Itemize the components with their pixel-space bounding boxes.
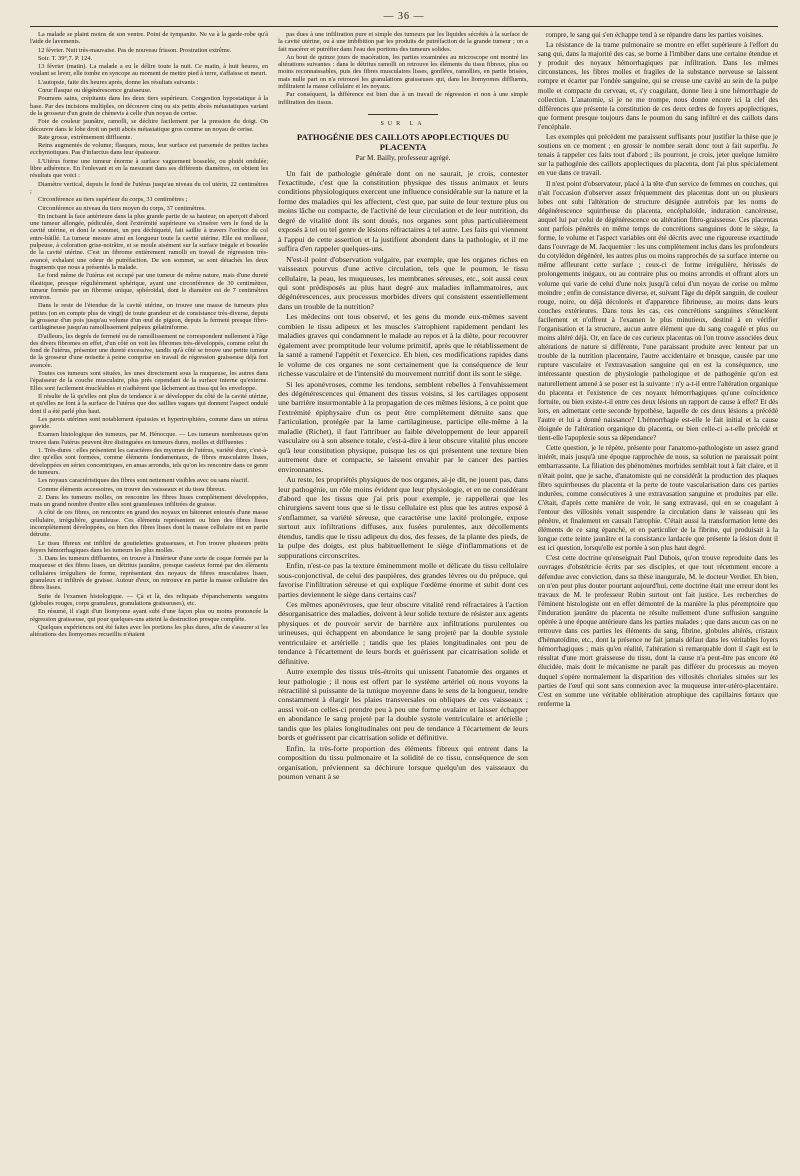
paragraph: Reins augmentés de volume; flasques, mous, leur surface est parsemée de petites taches ecchymotiques. Pas d'infarctus dans leur épaisseur.	[30, 142, 269, 157]
columns	[30, 31, 778, 1171]
paragraph: Il résulte de là qu'elles ont plus de tendance à se développer du côté de la cavité utérine, et qu'elles ne font à la surface de l'utérus que des saillies vagues qui donnent l'aspect ondulé dont il a été parlé plus haut.	[30, 392, 269, 415]
paragraph: En résumé, il s'agit d'un liomyome ayant subi d'une façon plus ou moins prononcée la régression graisseuse, qui pour quelques-uns atteint la destruction presque complète.	[30, 608, 269, 623]
paragraph: 3. Dans les tumeurs diffluentes, on trouve à l'intérieur d'une sorte de coque formée par la muqueuse et des fibres lisses, un détritus jaunâtre, presque caséeux formé par des éléments cellulaires irréguliers de forme, représentant des noyaux de fibres musculaires lisses, granuleux et infiltrés de graisse. Autour d'eux, on retrouve en partie la masse cellulaire des fibres lisses.	[30, 555, 269, 592]
paragraph: rompre, le sang qui s'en échappe tend à se répandre dans les parties voisines.	[545, 31, 764, 39]
right-column	[538, 31, 778, 1171]
left-column	[30, 31, 268, 1171]
case-report-conclusion	[278, 31, 528, 106]
section-separator	[278, 114, 528, 115]
header-rule	[30, 26, 778, 27]
paragraph: Si les aponévroses, comme les tendons, semblent rebelles à l'envahissement des dégénérescences qui émanent des tissus voisins, si les cartilages opposent une barrière insurmontable à la propagation de ces mêmes lésions, à ce point que l'extrémité épiphysaire d'un os peut être complètement détruite sans que l'articulation, protégée par la lame cartilagineuse, participe elle-même à la maladie (Richet), il faut l'attribuer au faible développement de leur appareil vasculaire ou à son absence totale, c'est-à-dire à leur obscure vitalité plus encore qu'à leur constitution physique, puisque les os qui présentent une texture bien autrement dure et compacte, se laissent envahir par le cancer des parties environnantes.	[278, 379, 528, 474]
paragraph: 12 février. Nuit très-mauvaise. Pas de nouveau frisson. Prostration extrême.	[38, 46, 232, 54]
paragraph: Cette question, je le répète, présente pour l'anatomo-pathologiste un assez grand intérêt, mais jusqu'à une époque rapprochée de nous, sa solution ne paraissait point embarrassante. La filiation des phénomènes morbides semblait tout à fait claire, et il n'était point, que je sache, d'anatomiste qui ne considérât la production des plaques fibro squirrheuses du placenta et la perte de toute vascularisation dans ces parties indurées, comme consécutives à une extravasation sanguine et produites par elle. C'était, d'après cette manière de voir, le sang extravasé, qui en se coagulant à l'entour des villosités venait suspendre la circulation dans le vaisseau qui les pénètre, et finalement en causait l'atrophie. C'était aussi la transformation lente des éléments de ce sang épanché, et en particulier de la fibrine, qui produisait à la longue cette teinte jaunâtre et la consistance lardacée que présente la lésion dont il est ici question, lorsqu'elle est portée à son plus haut degré.	[537, 444, 778, 553]
paragraph: N'est-il point d'observation vulgaire, par exemple, que les organes riches en vaisseaux pourvus d'une active circulation, tels que le poumon, le tissu cellulaire, la peau, les muqueuses, les membranes séreuses, etc., soit aussi ceux qui sont prédisposés au plus haut degré aux maladies inflammatoires, aux dégénérescences, aux processus morbides divers qui consistent essentiellement dans un trouble de la nutrition?	[278, 254, 528, 311]
paragraph: Circonférence au niveau du tiers moyen du corps, 37 centimètres.	[38, 204, 206, 212]
paragraph: 1. Très-dures : elles présentent les caractères des myomes de l'utérus, variété dure, c'est-à-dire qu'elles sont formées, comme éléments fondamentaux, de fibres musculaires lisses, développées en séries concentriques, en amas arrondis, tels qu'on les rencontre dans ce genre de tumeurs.	[30, 447, 269, 476]
paragraph: 2. Dans les tumeurs molles, on rencontre les fibres lisses complètement développées, mais un grand nombre d'entre elles sont granuleuses infiltrées de graisse.	[30, 493, 269, 509]
paragraph: Les noyaux caractéristiques des fibres sont nettement visibles avec ou sans réactif.	[38, 477, 249, 485]
paragraph: Cœur flasque ou dégénérescence graisseuse.	[38, 87, 152, 95]
paragraph: Toutes ces tumeurs sont situées, les unes directement sous la muqueuse, les autres dans l'épaisseur de la couche musculaire, plus près cependant de la surface interne qu'externe. Elles sont facilement énucléables et n'adhèrent que lâchement au tissu qui les enveloppe.	[30, 370, 269, 392]
paragraph: Enfin, la très-forte proportion des éléments fibreux qui entrent dans la composition du tissu pulmonaire et la solidité de ce tissu, conséquence de son organisation, préviennent sa déchirure lorsque quelqu'un des vaisseaux du poumon venant à se	[278, 743, 528, 782]
paragraph: Examen histologique des tumeurs, par M. Hénocque. — Les tumeurs nombreuses qu'on trouve dans l'utérus peuvent être distinguées en tumeurs dures, molles et diffluentes :	[30, 431, 269, 446]
paragraph: Les exemples qui précèdent me paraissent suffisants pour justifier la thèse que je soutiens en ce moment ; en grossir le nombre serait donc tout à fait superflu. Je tenais à rappeler ces faits tout d'abord ; ils pourront, je crois, jeter quelque lumière sur la pathogénie des caillots apoplectiques du placenta, dont j'ai plus spécialement en vue dans ce travail.	[537, 133, 778, 178]
paragraph: Au bout de quinze jours de macération, les parties examinées au microscope ont montré les altérations suivantes : dans le détritus ramolli on retrouve les éléments du tissu fibreux, plus ou moins reconnaissables, puis des fibres musculaires lisses, gonflées, ramollies, en partie brisées, mais nulle part on n'a retrouvé les granulations graisseuses qui, dans les liomyomes diffluents, infiltraient la masse cellulaire et les noyaux.	[278, 53, 528, 91]
paragraph: Le fond même de l'utérus est occupé par une tumeur de même nature, mais d'une dureté élastique, presque régulièrement sphérique, ayant une circonférence de 30 centimètres, tumeur formée par un fibrome unique, sphéroïdal, dont le diamètre est de 7 centimètres environ.	[30, 272, 269, 302]
page-number: — 36 —	[383, 11, 425, 22]
paragraph: Les médecins ont tous observé, et les gens du monde eux-mêmes savent combien le tissu adipeux et les muscles s'atrophient rapidement pendant les maladies graves qui condamnent le malade au repos et à la diète, pour recouvrer également avec promptitude leur volume primitif, après que le rétablissement de la santé a ramené l'appétit et l'exercice. Eh bien, ces modifications rapides dans le volume de ces organes ne sont certainement que la conséquence de leur richesse vasculaire et de l'intensité du mouvement nutritif dont ils sont le siège.	[278, 312, 528, 379]
article-body	[278, 169, 528, 782]
paragraph: Diamètre vertical, depuis le fond de l'utérus jusqu'au niveau du col utérin, 22 centimètres ;	[30, 180, 269, 195]
paragraph: Au reste, les propriétés physiques de nos organes, ai-je dit, ne jouent pas, dans leur pathogénie, un rôle moins évident que leur physiologie, et en ne considérant d'abord que les tissus que j'ai pris pour exemple, je rappellerai que les chirurgiens savent tous que si le tissu cellulaire est plus que les autres exposé à s'enflammer, sa variété séreuse, que caractérise une laxité prolongée, expose surtout aux infiltrations diffuses, aux fusées purulentes, aux décollements étendus, tandis que le tissu adipeux du dos, des fesses, de la plante des pieds, de la pulpe des doigts, est plus habituellement le siège d'inflammations et de suppurations circonscrites.	[278, 475, 528, 560]
paragraph: Soir. T. 39°,7. P. 124.	[38, 54, 93, 62]
middle-column	[278, 31, 528, 1171]
paragraph: L'Utérus forme une tumeur énorme à surface vaguement bosselée, ou plutôt ondulée; libre adhérence. En l'enlevant et en la mesurant dans ses différents diamètres, on obtient les résultats que voici :	[30, 157, 269, 180]
paragraph: Circonférence au tiers supérieur du corps, 31 centimètres ;	[38, 196, 188, 204]
paragraph: La résistance de la trame pulmonaire se montre en effet supérieure à l'effort du sang qui, dans la majorité des cas, se borne à l'imbiber dans une certaine étendue et y produit des noyaux hémorrhagiques par infiltration. Dans les mêmes circonstances, les fibres molles et fragiles de la substance nerveuse se laissent rompre et écarter par l'ondée sanguine, qui se creuse une cavité au sein de la pulpe molle et compacte du cerveau, et, s'y coagulant, donne lieu à une hémorrhagie de collection. L'anatomie, si je ne me trompe, nous donne encore ici la clef des différences que présente la constitution de ces deux ordres de foyers apoplectiques, que forment presque toujours dans le poumon du sang infiltré et des caillots dans l'encéphale.	[537, 41, 778, 131]
paragraph: L'autopsie, faite dix heures après, donne les résultats suivants :	[38, 78, 199, 86]
paragraph: Ces mêmes aponévroses, que leur obscure vitalité rend réfractaires à l'action désorganisatrice des maladies, doivent à leur solide texture de résister aux agents physiques et de pouvoir servir de barrière aux infiltrations purulentes ou urineuses, qui échappent en abondance le sang projeté par la double systole ventriculaire et artérielle ; tandis que les plaies longitudinales ont peu de tendance à l'écartement de leurs bords et guérissent par cicatrisation solide et définitive.	[278, 599, 528, 666]
paragraph: 13 février (matin). La malade a eu le délire toute la nuit. Ce matin, à huit heures, en voulant se lever, elle tombe en syncope au moment de mettre pied à terre, s'affaisse et meurt.	[30, 63, 269, 78]
article-kicker: SUR LA	[380, 120, 426, 127]
paragraph: pas dues à une infiltration pure et simple des tumeurs par les liquides sécrétés à la surface de la cavité utérine, ou à une imbibition par les produits de putréfaction de la grande tumeur ; on a fait macérer et putréfier dans l'eau des portions des tumeurs solides.	[278, 31, 528, 53]
paragraph: A côté de ces fibres, on rencontre en grand des noyaux en bâtonnet entourés d'une masse cellulaire, irrégulière, granuleuse. Ces éléments représentent ou bien des fibres lisses incomplètement développées, ou bien des fibres lisses dont la masse cellulaire est en partie détruite.	[30, 509, 269, 539]
paragraph: Autre exemple des tissus très-étroits qui unissent l'anatomie des organes et leur pathologie ; il nous est offert par le système artériel où nous voyons la rétractilité si puissante de la tunique moyenne dans le sens de la longueur, tendre constamment à élargir les plaies transversales ou obliques de ces vaisseaux ; aussi voit-on celles-ci prendre peu à peu une forme ovalaire et laisser échapper en abondance le sang projeté par la double systole ventriculaire et artérielle ; tandis que les plaies longitudinales ont peu de tendance à l'écartement de leurs bords et guérissent par cicatrisation solide et définitive.	[278, 667, 528, 743]
paragraph: Dans le reste de l'étendue de la cavité utérine, on trouve une masse de tumeurs plus petites (on en compte plus de vingt) de toute grandeur et de consistance très-diverse, depuis la grosseur d'un pois jusqu'au volume d'un œuf de pigeon, depuis la fermeté presque fibro-cartilagineuse jusqu'au ramollissement pulpeux gélatiniforme.	[30, 302, 269, 332]
paragraph: Il n'est point d'observateur, placé à la tête d'un service de femmes en couches, qui n'ait l'occasion d'observer assez fréquemment des placentas dont un ou plusieurs lobes ont subi l'altération de structure désignée autrefois par les noms de dégénérescence squirrheuse du placenta, encéphaloïde, induration cancéreuse, auquel lui par celui de dégénérescence ou altération fibro-graisseuse. Ces placentas sont parfois pénétrés en même temps de concrétions sanguines dont le siège, la forme, le volume et l'aspect variables ont été décrits avec une rigoureuse exactitude dans l'ouvrage de M. Jacquemier : les uns complètement inclus dans les profondeurs du cotylédon dégénéré, les autres plus ou moins rapprochés de sa surface interne ou même affleurant cette surface ; ceux-ci de forme irrégulière, hérissés de prolongements inégaux, ou au contraire plus ou moins arrondis et offrant alors un volume qui varie de celui d'une noix jusqu'à celui d'un noyau de cerise ou même moindre ; enfin de consistance diverse, et, suivant l'âge du dépôt sanguin, de couleur rouge, noire, ou déjà décolorés et d'apparence fibrineuse, au moins dans leurs couches extérieures. Dans tous les cas, ces concrétions sanguines s'énucléent facilement et n'offrent à l'examen le plus minutieux, destiné à en vérifier l'organisation et la structure, aucun autre élément que du sang coagulé et plus ou moins altéré déjà. Or, en face de ces curieux placentas où l'on trouve associées deux altérations de nature si différente, l'une paraissant produite avec lenteur par un trouble de la nutrition placentaire, l'autre accidentaire et brusque, causée par une rupture vasculaire et l'extravasation sanguine qui en est la conséquence, une intéressante question de physiologie pathologique et de pathogénie qu'on est naturellement amené à se poser est la suivante : n'y a-t-il entre l'altération organique du placenta et l'existence de ces noyaux hémorrhagiques qu'une coïncidence fortuite, ou bien existe-t-il entre ces deux lésions un rapport de cause à effet? Et dès lors, en admettant cette seconde hypothèse, laquelle de ces deux lésions a précédé l'autre et lui a donné naissance? L'hémorrhagie est-elle le fait initial et la cause éloignée de l'altération organique du placenta, ou bien celle-ci a-t-elle précédé et tient-elle l'apoplexie sous sa dépendance?	[537, 179, 778, 443]
paragraph: Par conséquent, la différence est bien due à un travail de régression et non à une simple infiltration des tissus.	[278, 91, 528, 106]
paragraph: C'est cette doctrine qu'enseignait Paul Dubois, qu'on trouve reproduite dans les ouvrages d'obstétricie écrits par ses disciples, et que tout récemment encore a défendue avec conviction, dans sa thèse inaugurale, M. le docteur Verdier. Eh bien, on n'en peut plus douter pourtant aujourd'hui, cette doctrine était une erreur dont les travaux de M. le professeur Robin surtout ont fait justice. Les recherches de l'éminent histologiste ont en effet démontré de la manière la plus péremptoire que l'induration jaunâtre du placenta ne résulte nullement d'une suffusion sanguine opérée à une époque antérieure dans les parties malades ; que dans aucun cas on ne retrouve dans ces parties les éléments du sang, fibrine, globules altérés, cristaux d'hématoïdine, etc., dont la présence ne fait jamais défaut dans les véritables foyers hémorrhagiques ; mais qu'en réalité, l'altération si remarquable dont il s'agit est le résultat d'une mort graisseuse du tissu, dont la cause n'a peut-être pas encore été élucidée, mais dont le mécanisme ne paraît pas différer du processus au moyen duquel s'opère normalement la disparition des villosités choriales situées sur les parties de l'œuf qui sont sans connexion avec la muqueuse inter-utéro-placentaire. C'est en somme une véritable oblitération atrophique des capillaires fœtaux que renferme la	[537, 554, 778, 708]
article-byline: Par M. Bailly, professeur agrégé.	[355, 154, 451, 163]
paragraph: Foie de couleur jaunâtre, ramolli, se déchire facilement par la pression du doigt. On découvre dans le lobe droit un petit abcès métastatique gros comme un noyau de cerise.	[30, 118, 269, 133]
paragraph: Rate grosse, extrêmement diffluente.	[38, 133, 133, 141]
separator-rule	[368, 114, 438, 115]
paragraph: Quelques expériences ont été faites avec les portions les plus dures, afin de s'assurer si les altérations des liomyomes recueillis n'étaient	[30, 623, 269, 639]
paragraph: Comme éléments accessoires, on trouve des vaisseaux et du tissu fibreux.	[38, 485, 227, 493]
paragraph: Suite de l'examen histologique. — Çà et là, des reliquats d'épanchements sanguins (globules rouges, corps granuleux, granulations graisseuses), etc.	[30, 592, 269, 607]
article-title: PATHOGÉNIE DES CAILLOTS APOPLECTIQUES DU PLACENTA	[296, 132, 510, 153]
paragraph: D'ailleurs, les degrés de fermeté ou de ramollissement ne correspondent nullement à l'âge des divers fibromes en effet, d'un côté on voit les fibromes très-développés, comme celui du fond de l'utérus, présenter une dureté excessive, tandis qu'à côté se trouve une petite tumeur de la grosseur d'une noisette à peine comprise en travail de régression graisseuse déjà fort avancée.	[30, 332, 269, 369]
paragraph: Poumons sains, crépitants dans les deux tiers supérieurs. Congestion hypostatique à la base. Par des incisions multiples, on découvre cinq ou six petits abcès métastatiques variant de la grosseur d'un grain de chènevis à celle d'un noyau de cerise.	[30, 95, 269, 117]
paragraph: Un fait de pathologie générale dont on ne saurait, je crois, contester l'exactitude, c'est que la constitution physique des tissus animaux et leurs conditions physiologiques exercent une influence considérable sur la nature et la forme des maladies qui les affectent, c'est que, par suite de leur texture plus ou moins lâche ou compacte, de l'activité de leur circulation et de leur nutrition, du degré de vitalité dont ils sont doués, nos organes sont plus particulièrement exposés à tel ou tel genre de lésions réfractaires à tel autre. Les faits qui viennent à l'appui de cette assertion et la justifient abondent dans la pathologie, et il me suffira d'en rappeler quelques-uns.	[278, 168, 528, 254]
paragraph: Le tissu fibreux est infiltré de gouttelettes graisseuses, et l'on trouve plusieurs petits foyers hémorrhagiques dans les tumeurs les plus molles.	[30, 539, 269, 554]
paragraph: Les parois utérines sont notablement épaissies et hypertrophiées, comme dans un utérus gravide.	[30, 415, 269, 431]
paragraph: La malade se plaint moins de son ventre. Point de tympanite. Ne va à la garde-robe qu'à l'aide de lavements.	[30, 31, 269, 46]
paragraph: En incisant la face antérieure dans la plus grande partie de sa hauteur, on aperçoit d'abord une tumeur allongée, pédiculée, dont l'extrémité supérieure va s'insérer vers le fond de la cavité utérine, et dont le sommet, un peu déchiqueté, fait saillie à travers l'orifice du col entre-bâillé. La tumeur mesure ainsi en longueur toute la cavité utérine. Elle est mollasse, pulpeuse, à coloration grise-noirâtre, et se moule aisément sur la surface inégale et bosselée de la cavité utérine. C'est un fibrome entièrement ramolli en travail de régression très-avancé, exhalant une odeur de putréfaction. De son sommet, se sont détachés les deux fragments que nous a présentés la malade.	[30, 212, 269, 271]
paragraph: Enfin, n'est-ce pas la texture éminemment molle et délicate du tissu cellulaire sous-conjonctival, de celui des paupières, des grandes lèvres ou du prépuce, qui favorise l'infiltration séreuse et qui explique l'œdème énorme et subit dont ces parties deviennent le siège dans certains cas?	[278, 561, 528, 599]
